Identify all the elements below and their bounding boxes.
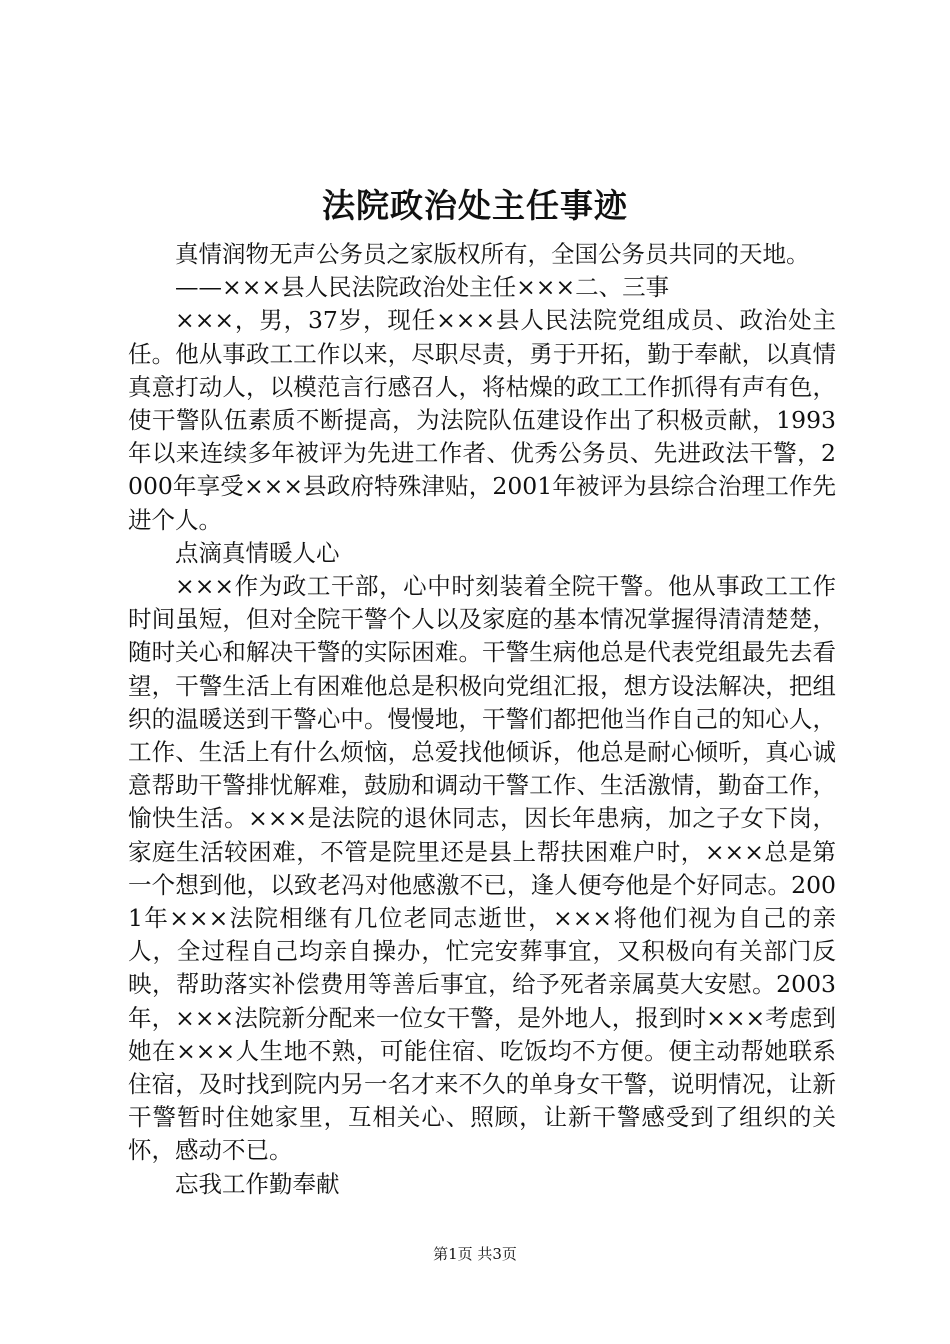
paragraph-profile: ×××，男，37岁，现任×××县人民法院党组成员、政治处主任。他从事政工工作以来，尽职尽责，勇于开拓，勤于奉献，以真情真意打动人，以模范言行感召人，将枯燥的政工工作抓得有声有色，使干警队伍素质不断提高，为法院队伍建设作出了积极贡献，1993年以来连续多年被评为先进工作者、优秀公务员、先进政法干警，2000年享受×××县政府特殊津贴，2001年被评为县综合治理工作先进个人。 [128, 306, 836, 534]
document-title: 法院政治处主任事迹 [322, 186, 628, 225]
document-body [128, 238, 836, 1201]
paragraph-intro: 真情润物无声公务员之家版权所有，全国公务员共同的天地。 [175, 240, 810, 268]
paragraph-subtitle: ——×××县人民法院政治处主任×××二、三事 [175, 273, 670, 302]
section-heading-care: 点滴真情暖人心 [175, 538, 340, 567]
section-heading-dedication: 忘我工作勤奉献 [175, 1169, 340, 1198]
page-number: 第1页 共3页 [433, 1245, 517, 1263]
paragraph-care: ×××作为政工干部，心中时刻装着全院干警。他从事政工工作时间虽短，但对全院干警个人以及家庭的基本情况掌握得清清楚楚，随时关心和解决干警的实际困难。干警生病他总是代表党组最先去看望，干警生活上有困难他总是积极向党组汇报，想方设法解决，把组织的温暖送到干警心中。慢慢地，干警们都把他当作自己的知心人，工作、生活上有什么烦恼，总爱找他倾诉，他总是耐心倾听，真心诚意帮助干警排忧解难，鼓励和调动干警工作、生活激情，勤奋工作，愉快生活。×××是法院的退休同志，因长年患病，加之子女下岗，家庭生活较困难，不管是院里还是县上帮扶困难户时，×××总是第一个想到他，以致老冯对他感激不已，逢人便夸他是个好同志。2001年×××法院相继有几位老同志逝世，×××将他们视为自己的亲人，全过程自己均亲自操办，忙完安葬事宜，又积极向有关部门反映，帮助落实补偿费用等善后事宜，给予死者亲属莫大安慰。2003年，×××法院新分配来一位女干警，是外地人，报到时×××考虑到她在×××人生地不熟，可能住宿、吃饭均不方便。便主动帮她联系住宿，及时找到院内另一名才来不久的单身女干警，说明情况，让新干警暂时住她家里，互相关心、照顾，让新干警感受到了组织的关怀，感动不已。 [128, 572, 836, 1165]
